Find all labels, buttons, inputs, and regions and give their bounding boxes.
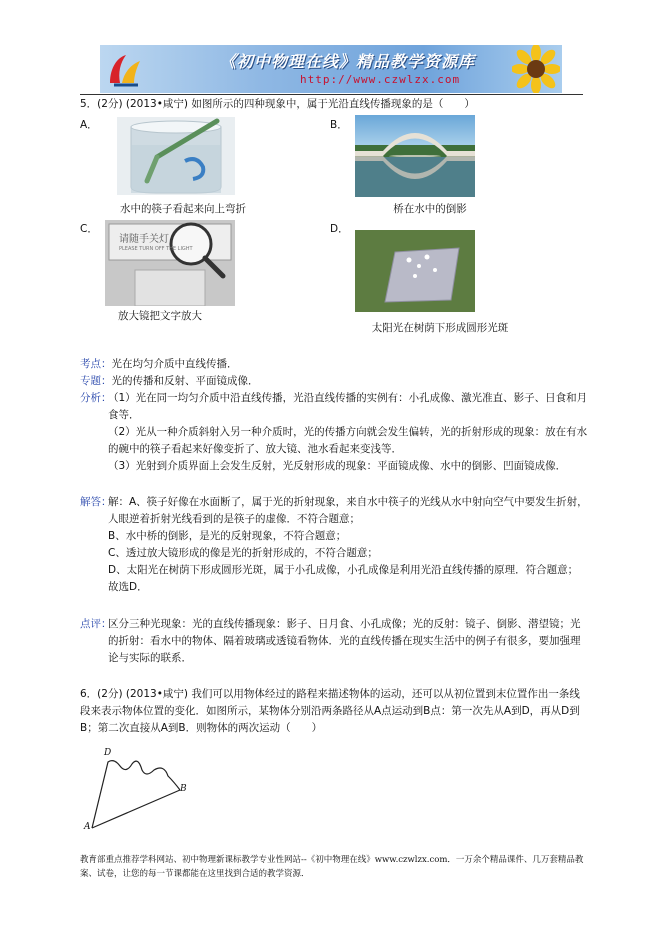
- jieda-item: 解：A、筷子好像在水面断了，属于光的折射现象，来自水中筷子的光线从水中射向空气中要发生折射，人眼逆着折射光线看到的是筷子的虚像．不符合题意；: [108, 496, 588, 525]
- option-d-caption: 太阳光在树荫下形成圆形光斑: [371, 322, 509, 334]
- magnifier-sign-image: [105, 220, 235, 306]
- question-5-stem: 5．(2分) (2013•咸宁) 如图所示的四种现象中，属于光沿直线传播现象的是（ ）: [80, 98, 475, 110]
- zhuanti-tag: 专题：: [80, 375, 112, 387]
- header-divider: [80, 94, 583, 95]
- chopstick-in-water-drawing: [117, 117, 235, 195]
- kaodian-row: [80, 356, 588, 373]
- zhuanti-row: [80, 373, 588, 390]
- dianping-section: [80, 616, 588, 667]
- option-d-letter: D．: [330, 223, 349, 235]
- bridge-reflection-image: [355, 115, 475, 197]
- chopstick-in-water-image: [117, 117, 235, 195]
- jieda-item: C、透过放大镜形成的像是光的折射形成的，不符合题意；: [108, 547, 378, 559]
- bridge-reflection-drawing: [355, 115, 475, 197]
- fenxi-section: [80, 390, 588, 475]
- path-diagram: [80, 748, 200, 834]
- fenxi-item: （2）光从一种介质斜射入另一种介质时，光的传播方向就会发生偏转，光的折射形成的现象：放在有水的碗中的筷子看起来好像变折了、放大镜、池水看起来变浅等．: [108, 426, 588, 455]
- light-spots-drawing: [355, 230, 475, 312]
- fenxi-tag: 分析：: [80, 392, 112, 404]
- banner-url[interactable]: http://www.czwlzx.com: [300, 73, 461, 86]
- question-6-stem: 6．(2分) (2013•咸宁) 我们可以用物体经过的路程来描述物体的运动，还可以从初位置到末位置作出一条线段来表示物体位置的变化．如图所示，某物体分别沿两条路径从A点运动到B点：第一次先从A到D，再从D到B；第二次直接从A到B．则物体的两次运动（ ）: [80, 688, 580, 734]
- kaodian-tag: 考点：: [80, 358, 112, 370]
- light-spots-image: [355, 230, 475, 312]
- point-a-label: A: [84, 822, 91, 832]
- dianping-tag: 点评：: [80, 618, 112, 630]
- kaodian-text: 光在均匀介质中直线传播．: [111, 358, 238, 370]
- option-b-caption: 桥在水中的倒影: [393, 203, 467, 215]
- jieda-section: [80, 494, 588, 596]
- option-b-letter: B．: [330, 119, 348, 131]
- page-footer: 教育部重点推荐学科网站、初中物理新课标教学专业性网站--《初中物理在线》www.czwlzx.com．一万余个精品课件、几万套精品教案、试卷，让您的每一节课都能在这里找到合适的教学资源．: [80, 855, 584, 879]
- banner-title: 《初中物理在线》精品教学资源库: [220, 52, 476, 71]
- sunflower-icon: [512, 45, 560, 93]
- logo-icon: [104, 49, 146, 89]
- header-banner: [100, 45, 562, 93]
- sign-text: 请随手关灯: [119, 234, 169, 245]
- jieda-item: D、太阳光在树荫下形成圆形光斑，属于小孔成像，小孔成像是利用光沿直线传播的原理．符合题意；: [108, 564, 579, 576]
- sign-text-small: PLEASE TURN OFF THE LIGHT: [119, 246, 193, 252]
- jieda-item: B、水中桥的倒影，是光的反射现象，不符合题意；: [108, 530, 347, 542]
- jieda-item: 故选D．: [108, 581, 148, 593]
- jieda-tag: 解答：: [80, 496, 112, 508]
- zhuanti-text: 光的传播和反射、平面镜成像．: [111, 375, 259, 387]
- point-d-label: D: [104, 748, 112, 758]
- option-c-caption: 放大镜把文字放大: [118, 310, 202, 322]
- option-a-caption: 水中的筷子看起来向上弯折: [120, 203, 246, 215]
- option-a-letter: A．: [80, 119, 98, 131]
- fenxi-item: （3）光射到介质界面上会发生反射，光反射形成的现象：平面镜成像、水中的倒影、凹面镜成像．: [108, 460, 567, 472]
- dianping-text: 区分三种光现象：光的直线传播现象：影子、日月食、小孔成像；光的反射：镜子、倒影、潜望镜；光的折射：看水中的物体、隔着玻璃或透镜看物体．光的直线传播在现实生活中的例子有很多，要加强理论与实际的联系．: [108, 618, 581, 664]
- fenxi-item: （1）光在同一均匀介质中沿直线传播，光沿直线传播的实例有：小孔成像、激光准直、影子、日食和月食等．: [108, 392, 588, 421]
- point-b-label: B: [180, 784, 187, 794]
- option-c-letter: C．: [80, 223, 98, 235]
